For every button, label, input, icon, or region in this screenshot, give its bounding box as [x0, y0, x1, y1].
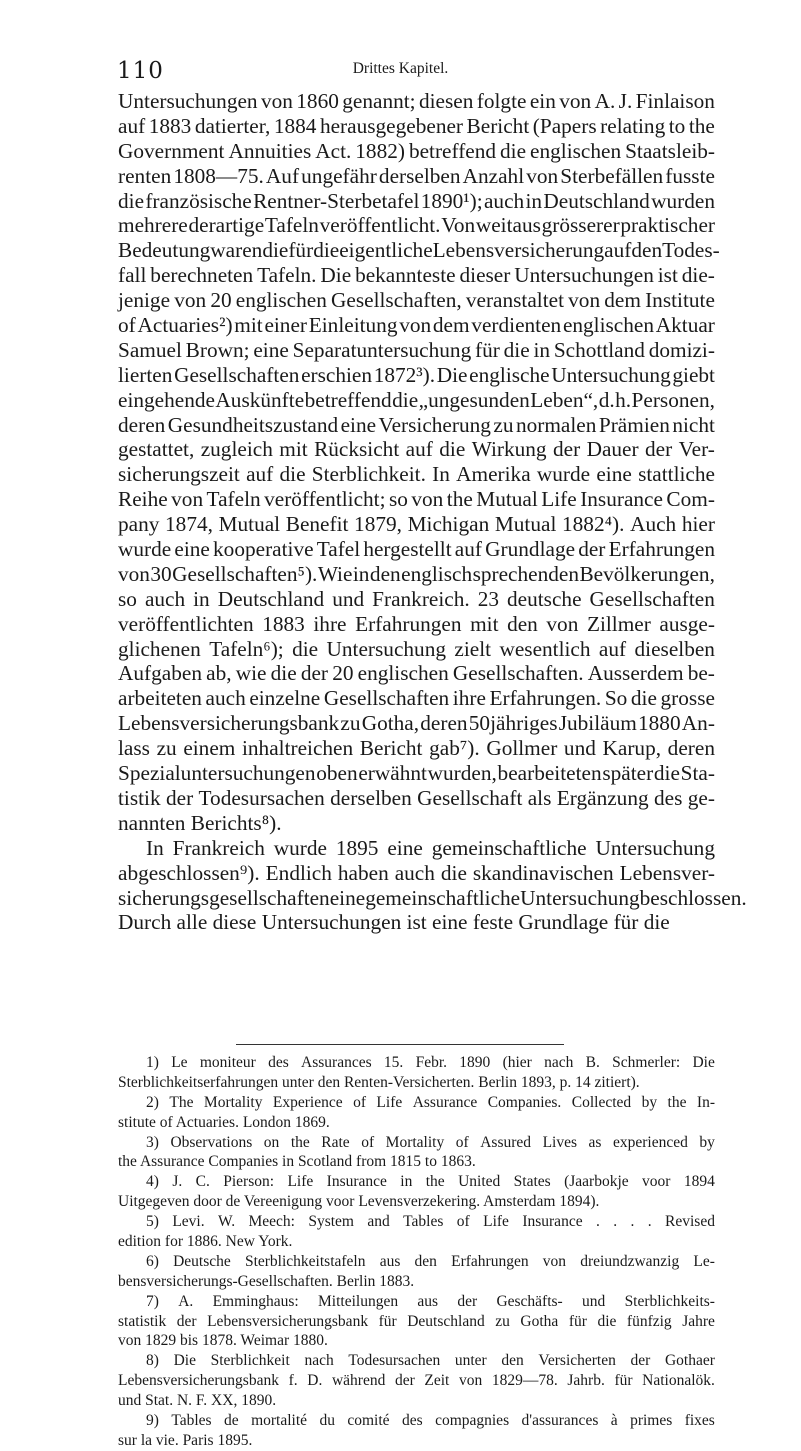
- footnote-line: the Assurance Companies in Scotland from 1815 to 1863.: [118, 1153, 476, 1171]
- text-line: abgeschlossen⁹). Endlich haben auch die skandinavischen Lebensver-: [118, 860, 715, 885]
- footnote-line: stitute of Actuaries. London 1869.: [118, 1113, 330, 1131]
- text-line: Spezialuntersuchungen oben erwähnt wurden, bearbeiteten später die Sta-: [118, 761, 715, 786]
- text-line: wurde eine kooperative Tafel hergestellt auf Grundlage der Erfahrungen: [118, 537, 715, 562]
- text-line: nannten Berichts⁸).: [118, 810, 282, 835]
- body-text: [118, 89, 747, 935]
- page-number: 110: [117, 58, 164, 84]
- text-line: Lebensversicherungsbank zu Gotha, deren 50jähriges Jubiläum 1880 An-: [118, 711, 715, 736]
- footnote-line: und Stat. N. F. XX, 1890.: [118, 1392, 277, 1410]
- text-line: lierten Gesellschaften erschien 1872³). Die englische Untersuchung giebt: [118, 362, 715, 387]
- text-line: pany 1874, Mutual Benefit 1879, Michigan Mutual 1882⁴). Auch hier: [118, 512, 715, 537]
- text-line: die französische Rentner-Sterbetafel 1890¹); auch in Deutschland wurden: [118, 188, 715, 213]
- text-line: glichenen Tafeln⁶); die Untersuchung zielt wesentlich auf dieselben: [118, 636, 715, 661]
- text-line: fall berechneten Tafeln. Die bekannteste dieser Untersuchungen ist die-: [118, 263, 715, 288]
- footnote-line: bensversicherungs-Gesellschaften. Berlin 1883.: [118, 1272, 415, 1290]
- footnote-line: 2) The Mortality Experience of Life Assurance Companies. Collected by the In-: [146, 1093, 715, 1111]
- footnote-line: statistik der Lebensversicherungsbank für Deutschland zu Gotha für die fünfzig Jahre: [118, 1312, 715, 1330]
- footnote-line: von 1829 bis 1878. Weimar 1880.: [118, 1332, 328, 1350]
- text-line: gestattet, zugleich mit Rücksicht auf die Wirkung der Dauer der Ver-: [118, 437, 715, 462]
- text-line: mehrere derartige Tafeln veröffentlicht. Von weitaus grösserer praktischer: [118, 213, 715, 238]
- text-line: deren Gesundheitszustand eine Versicherung zu normalen Prämien nicht: [118, 412, 715, 437]
- text-line: of Actuaries²) mit einer Einleitung von dem verdienten englischen Aktuar: [118, 313, 715, 338]
- text-line: jenige von 20 englischen Gesellschaften, veranstaltet von dem Institute: [118, 288, 715, 313]
- text-line: tistik der Todesursachen derselben Gesellschaft als Ergänzung des ge-: [118, 785, 715, 810]
- footnote-line: Lebensversicherungsbank f. D. während der Zeit von 1829—78. Jahrb. für Nationalök.: [118, 1372, 715, 1390]
- footnote-line: sur la vie. Paris 1895.: [118, 1431, 253, 1449]
- running-title: Drittes Kapitel.: [352, 60, 449, 77]
- footnote-line: 8) Die Sterblichkeit nach Todesursachen unter den Versicherten der Gothaer: [146, 1352, 715, 1370]
- text-line: Reihe von Tafeln veröffentlicht; so von the Mutual Life Insurance Com-: [118, 487, 715, 512]
- text-line: Untersuchungen von 1860 genannt; diesen folgte ein von A. J. Finlaison: [118, 89, 715, 113]
- footnote-line: Uitgegeven door de Vereenigung voor Levensverzekering. Amsterdam 1894).: [118, 1193, 600, 1211]
- footnote-line: 9) Tables de mortalité du comité des compagnies d'assurances à primes fixes: [146, 1412, 715, 1430]
- text-line: sicherungszeit auf die Sterblichkeit. In Amerika wurde eine stattliche: [118, 462, 715, 487]
- text-line: Bedeutung waren die für die eigentliche Lebensversicherung auf den Todes-: [118, 238, 720, 263]
- footnotes: [118, 1053, 715, 1451]
- text-line: Government Annuities Act. 1882) betreffend die englischen Staatsleib-: [118, 138, 715, 163]
- text-line: so auch in Deutschland und Frankreich. 23 deutsche Gesellschaften: [118, 586, 715, 611]
- text-line: eingehende Auskünfte betreffend die „ungesunden Leben“, d. h. Personen,: [118, 387, 715, 412]
- page-header: [0, 56, 801, 90]
- footnote-line: 4) J. C. Pierson: Life Insurance in the United States (Jaarbokje voor 1894: [146, 1173, 715, 1191]
- text-line: Aufgaben ab, wie die der 20 englischen Gesellschaften. Ausserdem be-: [118, 661, 715, 686]
- footnote-line: 7) A. Emminghaus: Mitteilungen aus der Geschäfts- und Sterblichkeits-: [146, 1292, 715, 1310]
- text-line: veröffentlichten 1883 ihre Erfahrungen mit den von Zillmer ausge-: [118, 611, 715, 636]
- footnote-divider: [236, 1044, 564, 1045]
- text-line: In Frankreich wurde 1895 eine gemeinschaftliche Untersuchung: [146, 835, 715, 860]
- footnote-line: 6) Deutsche Sterblichkeitstafeln aus den Erfahrungen von dreiundzwanzig Le-: [146, 1252, 715, 1270]
- text-line: lass zu einem inhaltreichen Bericht gab⁷). Gollmer und Karup, deren: [118, 736, 715, 761]
- footnote-line: Sterblichkeitserfahrungen unter den Renten-Versicherten. Berlin 1893, p. 14 zitiert).: [118, 1073, 640, 1091]
- footnote-line: edition for 1886. New York.: [118, 1233, 293, 1251]
- text-line: Durch alle diese Untersuchungen ist eine feste Grundlage für die: [118, 910, 670, 935]
- footnote-line: 3) Observations on the Rate of Mortality of Assured Lives as experienced by: [146, 1133, 715, 1151]
- footnote-line: 5) Levi. W. Meech: System and Tables of Life Insurance . . . . Revised: [146, 1213, 715, 1231]
- footnote-line: 1) Le moniteur des Assurances 15. Febr. 1890 (hier nach B. Schmerler: Die: [146, 1054, 715, 1071]
- text-line: auf 1883 datierter, 1884 herausgegebener Bericht (Papers relating to the: [118, 113, 715, 138]
- text-line: von 30 Gesellschaften⁵). Wie in den englisch sprechenden Bevölkerungen,: [118, 561, 715, 586]
- text-line: arbeiteten auch einzelne Gesellschaften ihre Erfahrungen. So die grosse: [118, 686, 715, 711]
- text-line: renten 1808—75. Auf ungefähr derselben Anzahl von Sterbefällen fusste: [118, 163, 715, 188]
- text-line: Samuel Brown; eine Separatuntersuchung für die in Schottland domizi-: [118, 337, 715, 362]
- text-line: sicherungsgesellschaften eine gemeinschaftliche Untersuchung beschlossen.: [118, 885, 747, 910]
